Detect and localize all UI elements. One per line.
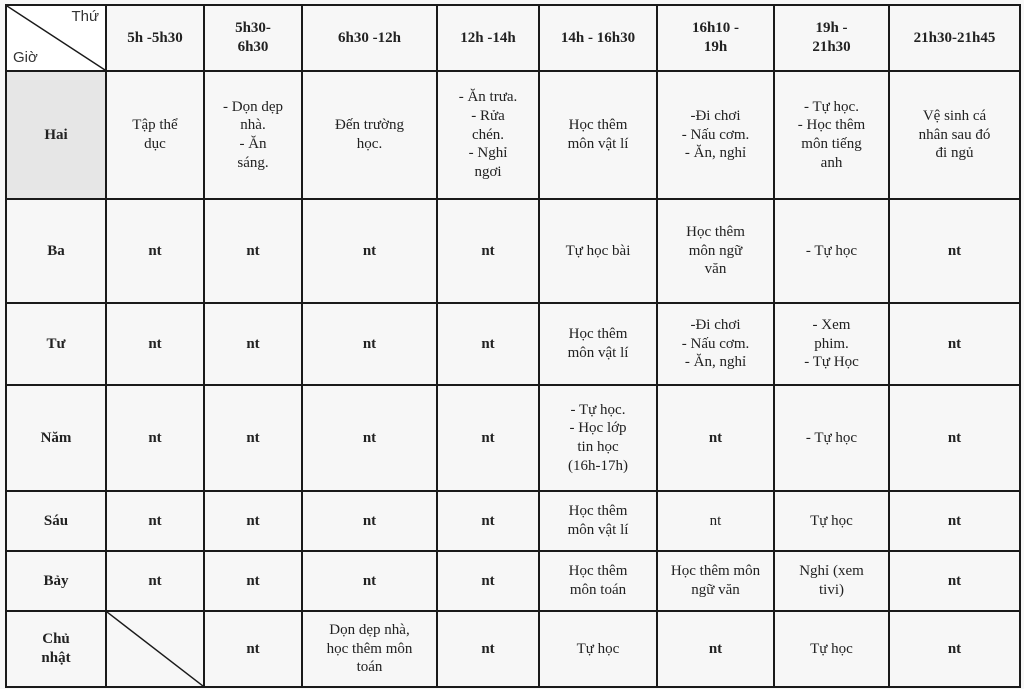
schedule-cell: nt [657,611,774,687]
schedule-cell: Tự học [774,491,889,551]
time-header: 6h30 -12h [302,5,437,71]
time-header: 19h - 21h30 [774,5,889,71]
time-header: 12h -14h [437,5,539,71]
schedule-cell: nt [437,199,539,303]
time-header: 14h - 16h30 [539,5,657,71]
schedule-cell: nt [889,611,1020,687]
schedule-cell: nt [302,303,437,385]
weekly-schedule-table [5,4,1021,688]
time-header: 5h30- 6h30 [204,5,302,71]
schedule-cell: nt [204,385,302,491]
day-label: Năm [6,385,106,491]
schedule-cell: nt [889,303,1020,385]
schedule-cell: nt [302,385,437,491]
schedule-cell: - Tự học [774,385,889,491]
schedule-cell: nt [302,491,437,551]
schedule-cell: Học thêm môn ngữ văn [657,199,774,303]
schedule-cell: nt [889,385,1020,491]
schedule-cell: - Xem phim. - Tự Học [774,303,889,385]
schedule-cell: Học thêm môn toán [539,551,657,611]
schedule-cell: Tự học bài [539,199,657,303]
schedule-row-sau [6,491,1020,551]
schedule-row-bay [6,551,1020,611]
schedule-cell: nt [204,611,302,687]
schedule-cell: - Tự học. - Học lớp tin học (16h-17h) [539,385,657,491]
header-row [6,5,1020,71]
schedule-cell: Dọn dẹp nhà, học thêm môn toán [302,611,437,687]
day-label: Tư [6,303,106,385]
schedule-cell: - Tự học. - Học thêm môn tiếng anh [774,71,889,199]
schedule-cell: nt [889,199,1020,303]
schedule-row-tu [6,303,1020,385]
schedule-cell: Học thêm môn vật lí [539,491,657,551]
schedule-cell: nt [657,385,774,491]
schedule-row-hai [6,71,1020,199]
time-header: 16h10 - 19h [657,5,774,71]
schedule-cell: nt [437,491,539,551]
schedule-cell: - Dọn dẹp nhà. - Ăn sáng. [204,71,302,199]
schedule-cell: nt [437,551,539,611]
schedule-cell: nt [106,491,204,551]
schedule-cell: nt [204,199,302,303]
schedule-cell: nt [437,385,539,491]
schedule-cell: nt [106,303,204,385]
schedule-cell: Học thêm môn ngữ văn [657,551,774,611]
schedule-cell: Tự học [774,611,889,687]
schedule-cell: nt [106,385,204,491]
schedule-cell: Tự học [539,611,657,687]
schedule-cell: Đến trường học. [302,71,437,199]
schedule-cell: Học thêm môn vật lí [539,71,657,199]
schedule-cell: nt [204,303,302,385]
schedule-cell: nt [889,491,1020,551]
day-label: Chủ nhật [6,611,106,687]
schedule-cell: nt [302,199,437,303]
schedule-row-nam [6,385,1020,491]
schedule-cell: nt [204,491,302,551]
schedule-cell: Vệ sinh cá nhân sau đó đi ngủ [889,71,1020,199]
schedule-cell: nt [657,491,774,551]
schedule-cell: nt [437,611,539,687]
corner-day-label: Thứ [71,8,99,25]
schedule-cell: nt [106,551,204,611]
day-label: Bảy [6,551,106,611]
schedule-cell: - Ăn trưa. - Rửa chén. - Nghỉ ngơi [437,71,539,199]
schedule-cell: nt [204,551,302,611]
schedule-cell: Tập thể dục [106,71,204,199]
schedule-cell: Học thêm môn vật lí [539,303,657,385]
time-header: 5h -5h30 [106,5,204,71]
diagonal-strike-line [107,612,203,686]
schedule-row-ba [6,199,1020,303]
day-label: Ba [6,199,106,303]
schedule-cell: - Tự học [774,199,889,303]
schedule-cell: Nghỉ (xem tivi) [774,551,889,611]
corner-time-label: Giờ [13,49,38,67]
day-label: Sáu [6,491,106,551]
schedule-row-chu-nhat [6,611,1020,687]
schedule-cell: -Đi chơi - Nấu cơm. - Ăn, nghỉ [657,71,774,199]
schedule-cell: nt [302,551,437,611]
day-label: Hai [6,71,106,199]
time-header: 21h30-21h45 [889,5,1020,71]
crossed-out-cell [106,611,204,687]
schedule-cell: -Đi chơi - Nấu cơm. - Ăn, nghỉ [657,303,774,385]
schedule-cell: nt [889,551,1020,611]
corner-header-cell [6,5,106,71]
schedule-cell: nt [106,199,204,303]
schedule-cell: nt [437,303,539,385]
